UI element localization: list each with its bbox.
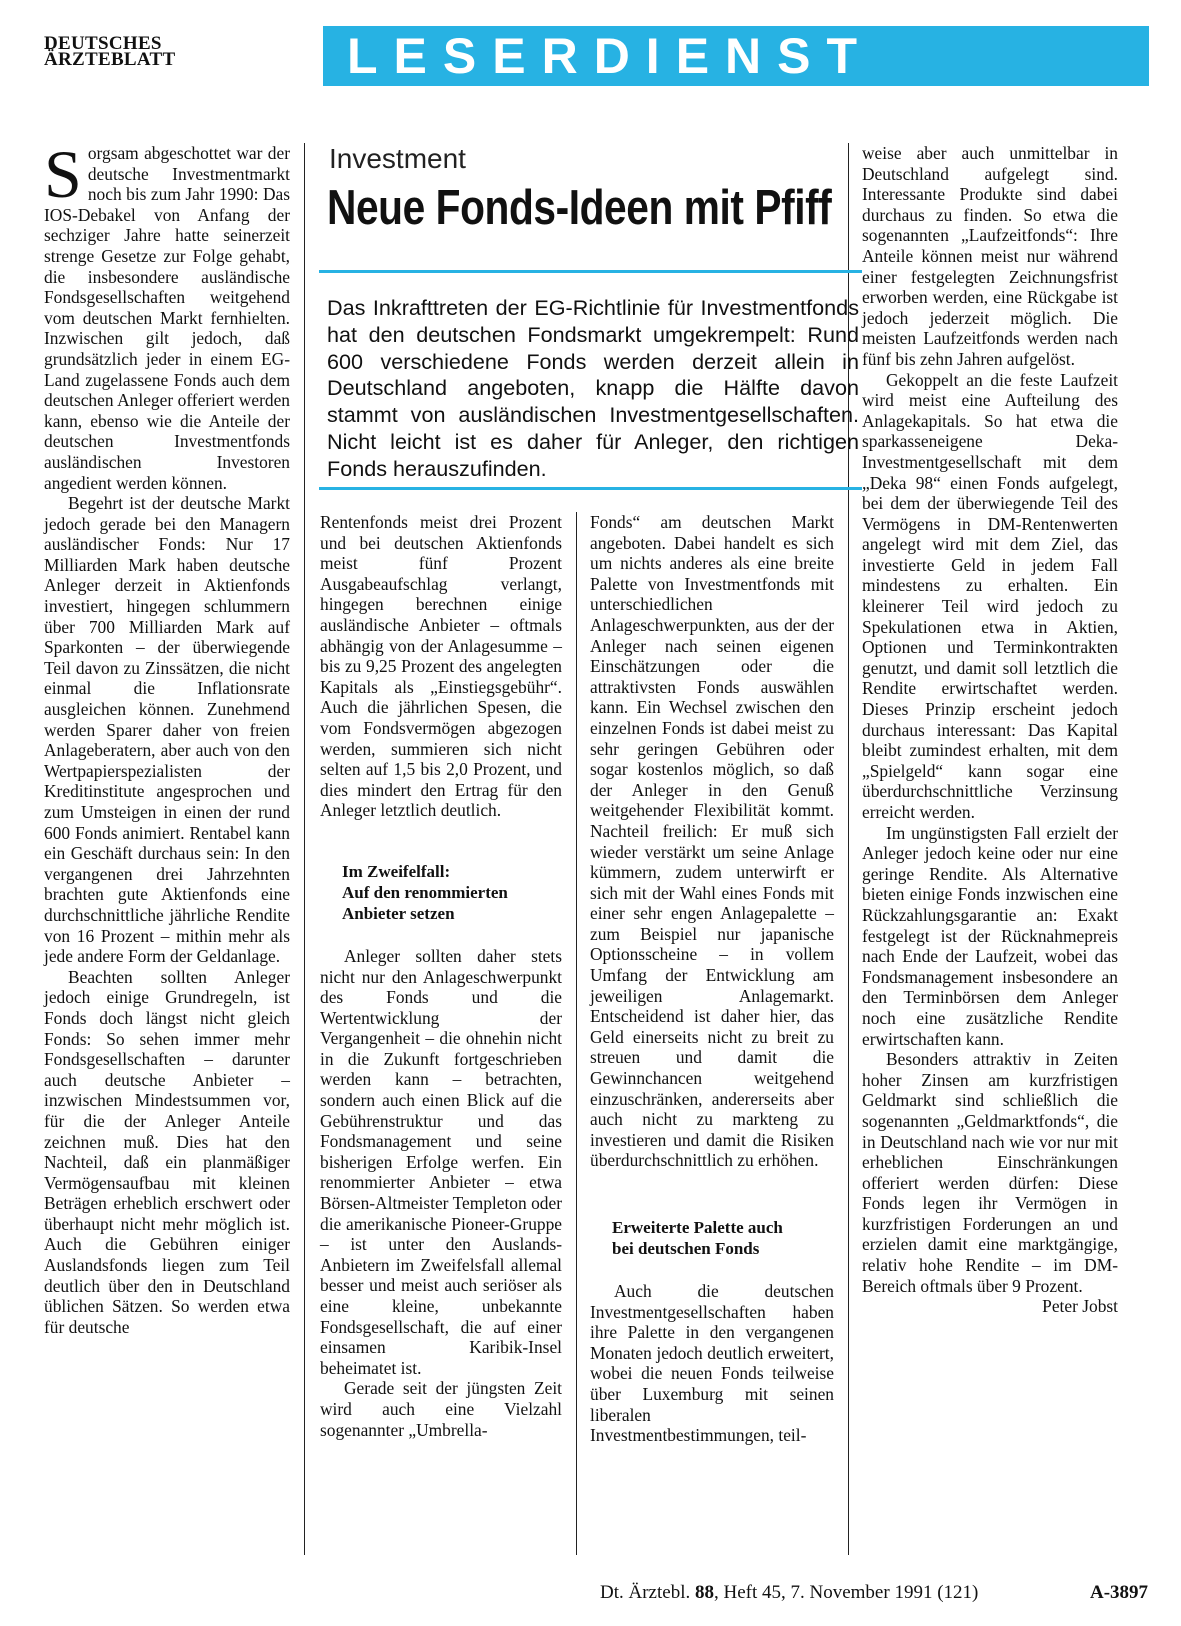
col2-subheading-line2: Auf den renommierten <box>342 882 508 902</box>
masthead-line2: ÄRZTEBLATT <box>44 49 176 70</box>
teaser-rule-bottom <box>319 487 862 490</box>
section-banner <box>323 26 1149 86</box>
section-banner-label: LESERDIENST <box>347 28 874 84</box>
masthead-line1: DEUTSCHES <box>44 33 162 54</box>
col3-paragraph-2: Auch die deutschen Investmentgesellschaften haben ihre Palette in den vergangenen Monaten jedoch deutlich erweitert, wobei die neuen Fonds teilweise über Luxemburg mit seinen liberalen Investmentbestimmungen, teil- <box>590 1281 834 1446</box>
col2-subheading <box>342 861 562 924</box>
article-teaser: Das Inkrafttreten der EG-Richtlinie für Investmentfonds hat den deutschen Fondsmarkt umgekrempelt: Rund 600 verschiedene Fonds werden derzeit allein in Deutschland angeboten, knapp die Hälfte davon stammt von ausländischen Investmentgesellschaften. Nicht leicht ist es daher für Anleger, den richtigen Fonds herauszufinden. <box>327 295 859 481</box>
col3-subheading <box>612 1217 834 1259</box>
masthead-logo <box>44 33 224 70</box>
col4-paragraph-2: Gekoppelt an die feste Laufzeit wird meist eine Aufteilung des Anlagekapitals. So hat etwa die sparkasseneigene Deka-Investmentgesellschaft mit dem „Deka 98“ einen Fonds aufgelegt, bei dem der überwiegende Teil des Vermögens in DM-Rentenwerten angelegt wird mit dem Ziel, das investierte Geld in jedem Fall mindestens zu erhalten. Ein kleinerer Teil wird jedoch zu Spekulationen etwa in Aktien, Optionen und Terminkontrakten genutzt, und damit soll letztlich die Rendite erwirtschaftet werden. Dieses Prinzip erscheint jedoch durchaus interessant: Das Kapital bleibt zumindest erhalten, mit dem „Spielgeld“ kann sogar eine überdurchschnittliche Verzinsung erreicht werden. <box>862 369 1118 822</box>
article-kicker: Investment <box>329 143 466 174</box>
col1-paragraph-2: Begehrt ist der deutsche Markt jedoch gerade bei den Managern ausländischer Fonds: Nur 17 Milliarden Mark haben deutsche Anleger derzeit in Aktienfonds investiert, hingegen schlummern über 700 Milliarden Mark auf Sparkonten – der überwiegende Teil davon zu Zinssätzen, die nicht einmal die Inflationsrate ausgleichen können. Zunehmend werden Sparer daher von freien Anlageberatern, aber auch von den Wertpapierspezialisten der Kreditinstitute angesprochen und zum Umsteigen in einen der rund 600 Fonds animiert. Rentabel kann ein Geschäft durchaus sein: In den vergangenen drei Jahrzehnten brachten gute Aktienfonds eine durchschnittliche jährliche Rendite von 16 Prozent – mithin mehr als jede andere Form der Geldanlage. <box>44 493 290 967</box>
col3-paragraph-1: Fonds“ am deutschen Markt angeboten. Dabei handelt es sich um nichts anderes als eine breite Palette von Investmentfonds mit unterschiedlichen Anlageschwerpunkten, aus der der Anleger nach seinen eigenen Einschätzungen oder die attraktivsten Fonds auswählen kann. Ein Wechsel zwischen den einzelnen Fonds ist dabei meist zu sehr geringen Gebühren oder sogar kostenlos möglich, so daß der Anleger in den Genuß weitgehender Flexibilität kommt. Nachteil freilich: Er muß sich wieder verstärkt um seine Anlage kümmern, zudem unterwirft er sich mit der Wahl eines Fonds mit einer sehr engen Anlagepalette – zum Beispiel nur japanische Optionsscheine – in vollem Umfang der Entwicklung am jeweiligen Anlagemarkt. Entscheidend ist daher hier, das Geld einerseits nicht zu breit zu streuen und damit die Gewinnchancen weitgehend einzuschränken, andererseits aber auch nicht zu markteng zu investieren und damit die Risiken überdurchschnittlich zu erhöhen. <box>590 512 834 1171</box>
col3-subheading-line1: Erweiterte Palette auch <box>612 1218 783 1237</box>
drop-cap: S <box>44 136 82 212</box>
col1-paragraph-3: Beachten sollten Anleger jedoch einige Grundregeln, ist Fonds doch längst nicht gleich Fonds: So sehen immer mehr Fondsgesellschaften – darunter auch deutsche Anbieter – inzwischen Mindestsummen vor, für die der Anleger Anteile zeichnen muß. Dies hat den Nachteil, daß ein planmäßiger Vermögensaufbau mit kleinen Beträgen erheblich erschwert oder überhaupt nicht mehr möglich ist. Auch die Gebühren einiger Auslandsfonds liegen zum Teil deutlich über den in Deutschland üblichen Sätzen. So werden etwa für deutsche <box>44 966 290 1337</box>
footer-issue-info: , Heft 45, 7. November 1991 (121) <box>713 1582 979 1603</box>
col4-paragraph-4: Besonders attraktiv in Zeiten hoher Zinsen am kurzfristigen Geldmarkt sind schließlich die sogenannten „Geldmarktfonds“, die in Deutschland nach wie vor nur mit erheblichen Einschränkungen offeriert werden dürfen: Diese Fonds legen ihr Vermögen in kurzfristigen Forderungen an und erzielen damit eine marktgängige, relativ hohe Rendite – im DM-Bereich oftmals über 9 Prozent. <box>862 1049 1118 1296</box>
col2-subheading-line1: Im Zweifelfall: <box>342 861 451 881</box>
article-headline: Neue Fonds-Ideen mit Pfiff <box>327 181 832 235</box>
col2-subheading-line3: Anbieter setzen <box>342 903 455 923</box>
col1-paragraph-1 <box>44 136 290 493</box>
column-3 <box>590 512 834 1446</box>
col4-paragraph-3: Im ungünstigsten Fall erzielt der Anleger jedoch keine oder nur eine geringe Rendite. Als Alternative bieten einige Fonds inzwischen eine Rückzahlungsgarantie an: Exakt festgelegt ist der Rücknahmepreis nach Ende der Laufzeit, wobei das Fondsmanagement insbesondere an den Terminbörsen dem Anleger noch eine zusätzliche Rendite erwirtschaften kann. <box>862 822 1118 1049</box>
footer-journal: Dt. Ärztebl. <box>600 1582 691 1603</box>
column-1 <box>44 136 290 1337</box>
col4-paragraph-1: weise aber auch unmittelbar in Deutschland aufgelegt sind. Interessante Produkte sind dabei durchaus zu finden. So etwa die sogenannten „Laufzeitfonds“: Ihre Anteile können meist nur während einer festgelegten Zeichnungsfrist erworben werden, eine Rückgabe ist jedoch jederzeit möglich. Die meisten Laufzeitfonds werden nach fünf bis zehn Jahren aufgelöst. <box>862 143 1118 369</box>
col2-paragraph-2: Anleger sollten daher stets nicht nur den Anlageschwerpunkt des Fonds und die Wertentwicklung der Vergangenheit – die ohnehin nicht in die Zukunft fortgeschrieben werden kann – betrachten, sondern auch einen Blick auf die Gebührenstruktur und das Fondsmanagement und seine bisherigen Erfolge werfen. Ein renommierter Anbieter – etwa Börsen-Altmeister Templeton oder die amerikanische Pioneer-Gruppe – ist unter den Auslands-Anbietern im Zweifelsfall allemal besser und meist auch seriöser als eine kleine, unbekannte Fondsgesellschaft, die auf einer einsamen Karibik-Insel beheimatet ist. <box>320 945 562 1378</box>
col2-paragraph-1: Rentenfonds meist drei Prozent und bei deutschen Aktienfonds meist fünf Prozent Ausgabeaufschlag verlangt, hingegen berechnen einige ausländische Anbieter – oftmals abhängig von der Anlagesumme – bis zu 9,25 Prozent des angelegten Kapitals als „Einstiegsgebühr“. Auch die jährlichen Spesen, die vom Fondsvermögen abgezogen werden, summieren sich nicht selten auf 1,5 bis 2,0 Prozent, und dies mindert den Ertrag für den Anleger letztlich deutlich. <box>320 512 562 821</box>
author-signature: Peter Jobst <box>1042 1296 1118 1317</box>
col1-p1-text: orgsam abgeschottet war der deutsche Investmentmarkt noch bis zum Jahr 1990: Das IOS-Debakel von Anfang der sechziger Jahre hatte seinerzeit strenge Gesetze zur Folge gehabt, die insbesondere ausländische Fondsgesellschaften weitgehend vom deutschen Markt fernhielten. Inzwischen gilt jedoch, daß grundsätzlich jeder in einem EG-Land zugelassene Fonds auch dem deutschen Anleger offeriert werden kann, ebenso wie die Anteile der deutschen Investmentfonds ausländischen Investoren angedient werden können. <box>44 143 290 493</box>
column-divider-1 <box>304 143 305 1555</box>
col3-subheading-line2: bei deutschen Fonds <box>612 1239 760 1258</box>
column-2 <box>320 512 562 1440</box>
teaser-rule-top <box>319 270 862 273</box>
column-4 <box>862 143 1118 1317</box>
column-divider-2 <box>576 512 577 1555</box>
footer-volume: 88 <box>694 1582 714 1603</box>
page-number: A-3897 <box>1090 1582 1149 1603</box>
footer-citation <box>600 1582 978 1604</box>
col2-paragraph-3: Gerade seit der jüngsten Zeit wird auch eine Vielzahl sogenannter „Umbrella- <box>320 1378 562 1440</box>
